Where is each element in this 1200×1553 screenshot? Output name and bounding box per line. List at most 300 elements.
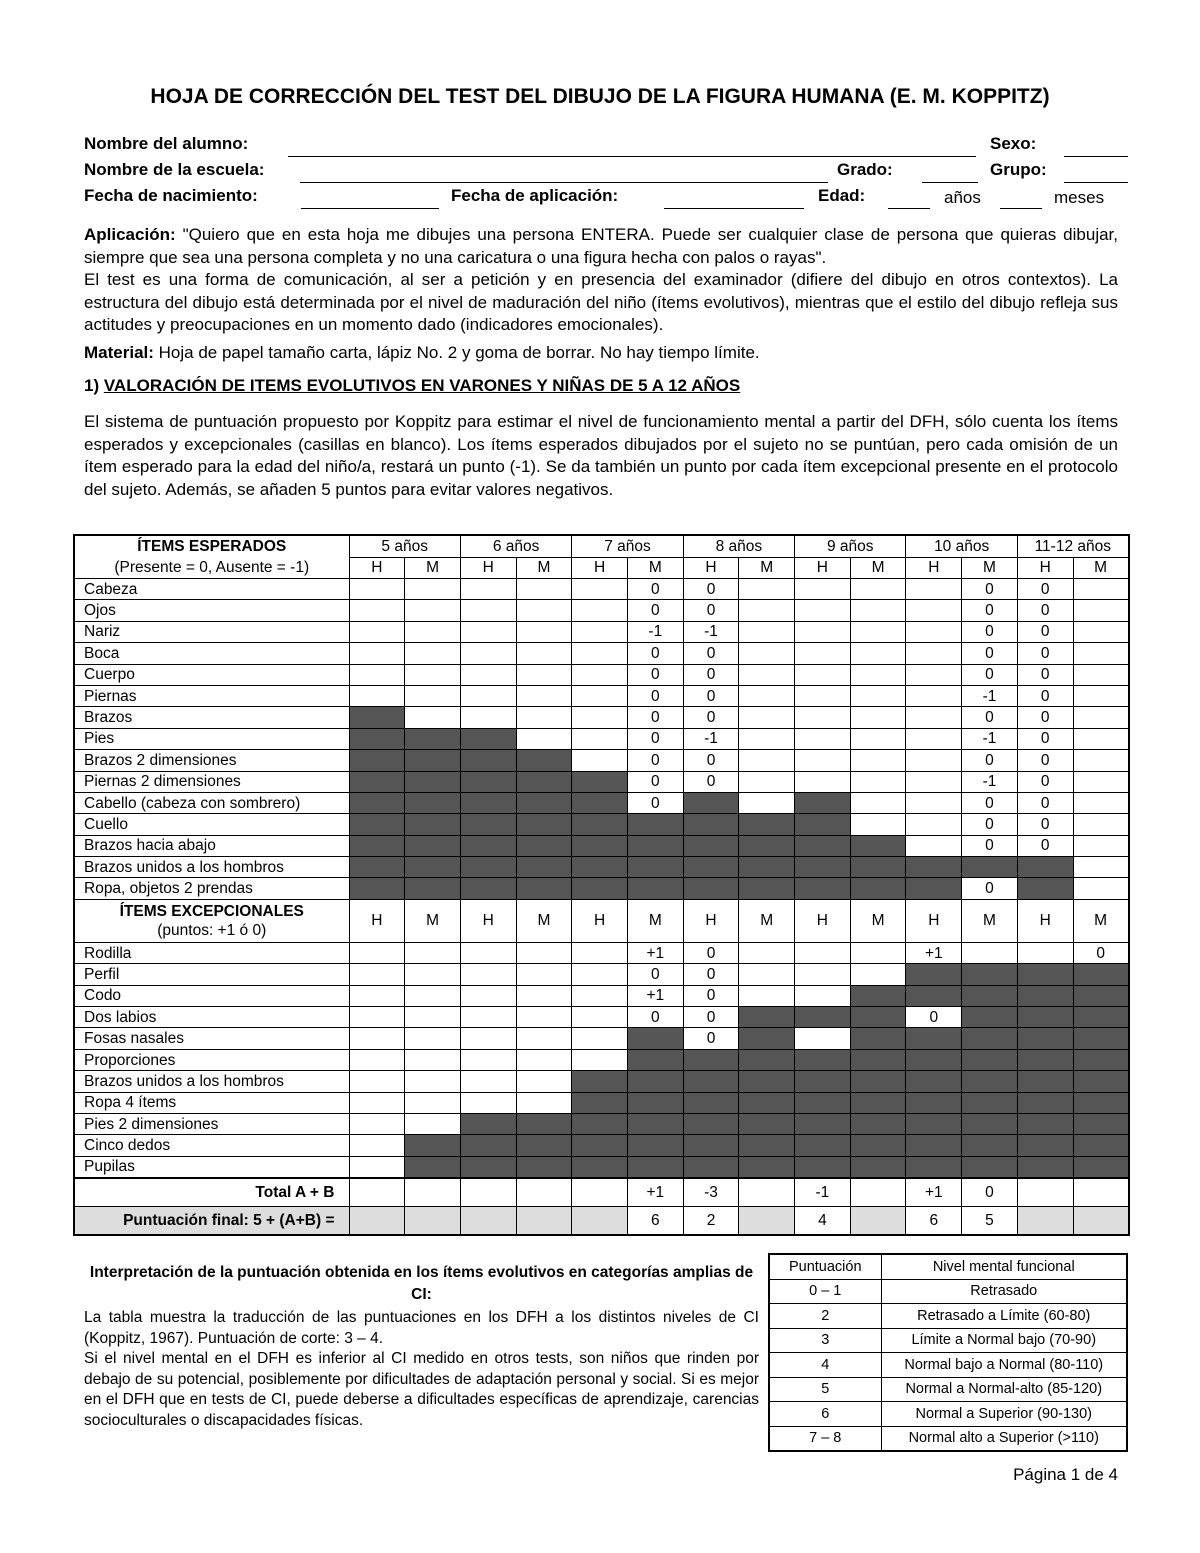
score-cell xyxy=(405,1113,461,1134)
sex-header: H xyxy=(1017,557,1073,579)
score-cell xyxy=(1073,1178,1129,1207)
score-cell xyxy=(405,942,461,963)
shaded-cell xyxy=(572,1113,628,1134)
shaded-cell xyxy=(1017,878,1073,899)
score-cell: -1 xyxy=(962,728,1018,749)
shaded-cell xyxy=(739,1028,795,1049)
score-cell xyxy=(739,600,795,621)
score-cell xyxy=(739,685,795,706)
shaded-cell xyxy=(627,835,683,856)
shaded-cell xyxy=(349,814,405,835)
score-cell xyxy=(349,1071,405,1092)
shaded-cell xyxy=(516,878,572,899)
item-label: Pies xyxy=(74,728,349,749)
ci-cell: Normal bajo a Normal (80-110) xyxy=(881,1353,1127,1378)
expected-item-row xyxy=(74,643,1129,664)
shaded-cell xyxy=(1073,964,1129,985)
shaded-cell xyxy=(795,878,851,899)
score-cell: 0 xyxy=(962,792,1018,813)
shaded-cell xyxy=(1073,1071,1129,1092)
score-cell: 0 xyxy=(1017,750,1073,771)
ci-header-cell: Nivel mental funcional xyxy=(881,1254,1127,1279)
score-cell xyxy=(906,664,962,685)
sex-header: H xyxy=(460,899,516,942)
exceptional-title-cell xyxy=(74,899,349,942)
score-cell xyxy=(516,664,572,685)
score-cell xyxy=(850,600,906,621)
score-cell xyxy=(516,1092,572,1113)
header-row-ages xyxy=(74,535,1129,557)
shaded-cell xyxy=(683,1135,739,1156)
shaded-cell xyxy=(516,1207,572,1236)
age-header: 11-12 años xyxy=(1017,535,1128,557)
score-cell xyxy=(850,771,906,792)
shaded-cell xyxy=(405,792,461,813)
shaded-cell xyxy=(627,1156,683,1178)
shaded-cell xyxy=(795,792,851,813)
shaded-cell xyxy=(683,814,739,835)
shaded-cell xyxy=(627,1135,683,1156)
shaded-cell xyxy=(683,1049,739,1070)
shaded-cell xyxy=(739,1071,795,1092)
section1-title: VALORACIÓN DE ITEMS EVOLUTIVOS EN VARONES Y NIÑAS DE 5 A 12 AÑOS xyxy=(103,376,741,395)
score-cell: +1 xyxy=(627,985,683,1006)
ci-row xyxy=(769,1279,1127,1304)
item-label: Brazos unidos a los hombros xyxy=(74,857,349,878)
score-cell xyxy=(795,579,851,600)
exceptional-item-row xyxy=(74,1135,1129,1156)
page-title: HOJA DE CORRECCIÓN DEL TEST DEL DIBUJO DE LA FIGURA HUMANA (E. M. KOPPITZ) xyxy=(150,85,1050,108)
shaded-cell xyxy=(349,750,405,771)
shaded-cell xyxy=(795,857,851,878)
shaded-cell xyxy=(962,1156,1018,1178)
score-cell xyxy=(1073,600,1129,621)
shaded-cell xyxy=(906,964,962,985)
shaded-cell xyxy=(405,857,461,878)
score-cell: 0 xyxy=(1017,643,1073,664)
score-cell: 0 xyxy=(627,664,683,685)
score-cell xyxy=(349,942,405,963)
score-cell xyxy=(795,750,851,771)
score-cell xyxy=(850,707,906,728)
item-label: Nariz xyxy=(74,621,349,642)
sexo-field[interactable] xyxy=(1064,136,1128,157)
shaded-cell xyxy=(683,792,739,813)
score-cell xyxy=(795,600,851,621)
item-label: Ropa, objetos 2 prendas xyxy=(74,878,349,899)
material-text: Hoja de papel tamaño carta, lápiz No. 2 y goma de borrar. No hay tiempo límite. xyxy=(153,343,760,362)
shaded-cell xyxy=(683,835,739,856)
score-cell: -1 xyxy=(627,621,683,642)
sex-header: H xyxy=(795,557,851,579)
score-cell xyxy=(795,728,851,749)
item-label: Cinco dedos xyxy=(74,1135,349,1156)
header-row-exceptional xyxy=(74,899,1129,942)
shaded-cell xyxy=(906,857,962,878)
ci-cell: Normal a Superior (90-130) xyxy=(881,1402,1127,1427)
shaded-cell xyxy=(627,814,683,835)
test-paragraph: El test es una forma de comunicación, al ser a petición y en presencia del examinador (difiere del dibujo en otros contextos). La estructura del dibujo está determinada por el nivel de maduración del niño (ítems evolutivos), mientras que el estilo del dibujo refleja sus actitudes y preocupaciones en un momento dado (indicadores emocionales). xyxy=(84,270,1118,334)
score-cell xyxy=(572,728,628,749)
score-cell xyxy=(572,942,628,963)
edad-meses-field[interactable] xyxy=(1000,188,1042,209)
score-cell: 0 xyxy=(906,1007,962,1028)
shaded-cell xyxy=(850,835,906,856)
shaded-cell xyxy=(460,771,516,792)
score-cell xyxy=(572,707,628,728)
score-cell xyxy=(572,664,628,685)
score-cell xyxy=(405,643,461,664)
score-cell xyxy=(1073,621,1129,642)
shaded-cell xyxy=(1073,1135,1129,1156)
score-cell xyxy=(460,985,516,1006)
score-cell xyxy=(1073,771,1129,792)
section1-number: 1) xyxy=(84,376,100,395)
shaded-cell xyxy=(1073,1156,1129,1178)
score-cell xyxy=(405,1007,461,1028)
score-cell: 0 xyxy=(627,728,683,749)
shaded-cell xyxy=(460,750,516,771)
shaded-cell xyxy=(795,1092,851,1113)
nacimiento-field[interactable] xyxy=(301,188,439,209)
score-cell: -1 xyxy=(962,771,1018,792)
expected-item-row xyxy=(74,728,1129,749)
score-cell: 0 xyxy=(1017,621,1073,642)
shaded-cell xyxy=(460,728,516,749)
score-cell xyxy=(1073,792,1129,813)
shaded-cell xyxy=(1017,1113,1073,1134)
score-cell xyxy=(572,600,628,621)
score-cell xyxy=(1017,1178,1073,1207)
shaded-cell xyxy=(405,1135,461,1156)
expected-item-row xyxy=(74,792,1129,813)
score-cell xyxy=(516,942,572,963)
shaded-cell xyxy=(627,878,683,899)
shaded-cell xyxy=(906,1049,962,1070)
score-cell xyxy=(906,750,962,771)
shaded-cell xyxy=(516,1135,572,1156)
ci-table xyxy=(768,1253,1128,1452)
score-cell xyxy=(906,728,962,749)
shaded-cell xyxy=(683,857,739,878)
score-cell xyxy=(1073,643,1129,664)
score-cell xyxy=(850,942,906,963)
shaded-cell xyxy=(683,878,739,899)
score-cell: 6 xyxy=(906,1207,962,1236)
shaded-cell xyxy=(739,1092,795,1113)
score-cell xyxy=(906,707,962,728)
aplicacion-fecha-label: Fecha de aplicación: xyxy=(451,186,619,205)
ci-cell: 6 xyxy=(769,1402,881,1427)
score-cell xyxy=(850,664,906,685)
shaded-cell xyxy=(906,878,962,899)
score-cell xyxy=(850,814,906,835)
shaded-cell xyxy=(516,814,572,835)
score-cell xyxy=(795,621,851,642)
score-cell: 0 xyxy=(627,579,683,600)
exceptional-subtitle: (puntos: +1 ó 0) xyxy=(157,921,267,939)
grado-field[interactable] xyxy=(922,162,978,183)
score-cell: 0 xyxy=(1017,600,1073,621)
score-cell xyxy=(516,579,572,600)
ci-row xyxy=(769,1328,1127,1353)
score-cell: 0 xyxy=(962,643,1018,664)
score-cell xyxy=(516,707,572,728)
shaded-cell xyxy=(349,835,405,856)
shaded-cell xyxy=(572,1135,628,1156)
score-cell xyxy=(1073,750,1129,771)
shaded-cell xyxy=(795,1007,851,1028)
shaded-cell xyxy=(795,1071,851,1092)
shaded-cell xyxy=(460,835,516,856)
score-cell xyxy=(906,814,962,835)
shaded-cell xyxy=(739,1135,795,1156)
ci-cell: 3 xyxy=(769,1328,881,1353)
shaded-cell xyxy=(1017,1028,1073,1049)
interpretation-p2: Si el nivel mental en el DFH es inferior al CI medido en otros tests, son niños que rinden por debajo de su potencial, posiblemente por dificultades de adaptación personal y social. Si es mejor en el DFH que en tests de CI, puede deberse a dificultades específicas de aprendizaje, carencias socioculturales o discapacidades físicas. xyxy=(84,1350,759,1429)
score-cell xyxy=(349,1156,405,1178)
shaded-cell xyxy=(683,1071,739,1092)
shaded-cell xyxy=(1073,1007,1129,1028)
score-cell: 5 xyxy=(962,1207,1018,1236)
item-label: Piernas xyxy=(74,685,349,706)
shaded-cell xyxy=(683,1113,739,1134)
score-cell xyxy=(405,1178,461,1207)
sex-header: H xyxy=(795,899,851,942)
score-cell xyxy=(572,1007,628,1028)
shaded-cell xyxy=(850,1156,906,1178)
score-cell: 4 xyxy=(795,1207,851,1236)
sex-header: H xyxy=(349,557,405,579)
ci-row xyxy=(769,1426,1127,1451)
shaded-cell xyxy=(405,1207,461,1236)
escuela-field[interactable] xyxy=(300,162,828,183)
ci-cell: Normal alto a Superior (>110) xyxy=(881,1426,1127,1451)
score-cell xyxy=(405,621,461,642)
expected-item-row xyxy=(74,621,1129,642)
shaded-cell xyxy=(627,1049,683,1070)
score-cell xyxy=(516,985,572,1006)
shaded-cell xyxy=(572,1092,628,1113)
shaded-cell xyxy=(850,878,906,899)
anos-label: años xyxy=(944,188,981,207)
item-label: Rodilla xyxy=(74,942,349,963)
sex-header: H xyxy=(1017,899,1073,942)
score-cell: 0 xyxy=(962,750,1018,771)
score-cell xyxy=(906,771,962,792)
grupo-field[interactable] xyxy=(1064,162,1128,183)
score-cell xyxy=(795,664,851,685)
shaded-cell xyxy=(962,964,1018,985)
item-label: Codo xyxy=(74,985,349,1006)
score-cell xyxy=(739,964,795,985)
shaded-cell xyxy=(906,1113,962,1134)
score-cell: +1 xyxy=(906,1178,962,1207)
score-cell xyxy=(906,792,962,813)
score-cell xyxy=(405,985,461,1006)
score-cell xyxy=(516,621,572,642)
score-cell xyxy=(405,1049,461,1070)
score-cell: 0 xyxy=(1017,707,1073,728)
material-paragraph xyxy=(84,342,1118,365)
sex-header: M xyxy=(1073,899,1129,942)
score-cell xyxy=(1073,579,1129,600)
shaded-cell xyxy=(906,1071,962,1092)
shaded-cell xyxy=(1017,1207,1073,1236)
score-cell: 0 xyxy=(962,664,1018,685)
score-cell xyxy=(739,750,795,771)
ci-cell: Retrasado xyxy=(881,1279,1127,1304)
shaded-cell xyxy=(349,792,405,813)
shaded-cell xyxy=(516,750,572,771)
score-cell xyxy=(906,621,962,642)
score-cell: 0 xyxy=(962,1178,1018,1207)
score-cell: 0 xyxy=(1017,835,1073,856)
score-cell xyxy=(906,685,962,706)
score-cell xyxy=(572,643,628,664)
score-cell: 0 xyxy=(683,643,739,664)
score-cell xyxy=(349,643,405,664)
shaded-cell xyxy=(1017,857,1073,878)
shaded-cell xyxy=(850,1092,906,1113)
score-cell xyxy=(460,685,516,706)
shaded-cell xyxy=(460,878,516,899)
score-cell: 6 xyxy=(627,1207,683,1236)
shaded-cell xyxy=(739,1113,795,1134)
score-cell xyxy=(405,1028,461,1049)
score-cell xyxy=(405,664,461,685)
shaded-cell xyxy=(850,1007,906,1028)
exceptional-item-row xyxy=(74,1113,1129,1134)
score-cell: 0 xyxy=(1017,685,1073,706)
score-cell: 0 xyxy=(962,621,1018,642)
shaded-cell xyxy=(460,1156,516,1178)
material-label: Material: xyxy=(84,343,154,362)
item-label: Pupilas xyxy=(74,1156,349,1178)
shaded-cell xyxy=(962,1071,1018,1092)
score-cell xyxy=(349,600,405,621)
expected-item-row xyxy=(74,664,1129,685)
shaded-cell xyxy=(572,814,628,835)
exceptional-item-row xyxy=(74,942,1129,963)
score-cell xyxy=(349,1178,405,1207)
score-cell xyxy=(739,621,795,642)
score-cell xyxy=(460,942,516,963)
score-cell: 0 xyxy=(962,600,1018,621)
score-cell: 0 xyxy=(1017,579,1073,600)
alumno-field[interactable] xyxy=(288,136,976,157)
shaded-cell xyxy=(460,1207,516,1236)
age-header: 10 años xyxy=(906,535,1017,557)
sex-header: H xyxy=(572,899,628,942)
grado-label: Grado: xyxy=(837,160,893,179)
score-cell: 0 xyxy=(683,942,739,963)
score-cell xyxy=(460,1071,516,1092)
score-cell xyxy=(349,621,405,642)
shaded-cell xyxy=(683,1092,739,1113)
item-label: Brazos hacia abajo xyxy=(74,835,349,856)
score-cell: 0 xyxy=(1073,942,1129,963)
score-cell xyxy=(850,1178,906,1207)
aplicacion-field[interactable] xyxy=(664,188,804,209)
score-cell xyxy=(1073,878,1129,899)
score-cell: 0 xyxy=(1017,664,1073,685)
score-cell xyxy=(1073,857,1129,878)
score-cell: -1 xyxy=(962,685,1018,706)
interpretation-p1: La tabla muestra la traducción de las puntuaciones en los DFH a los distintos niveles de CI (Koppitz, 1967). Puntuación de corte: 3 – 4. xyxy=(84,1309,759,1347)
score-cell xyxy=(850,728,906,749)
score-cell: 0 xyxy=(627,964,683,985)
item-label: Brazos unidos a los hombros xyxy=(74,1071,349,1092)
shaded-cell xyxy=(962,1113,1018,1134)
edad-anos-field[interactable] xyxy=(888,188,930,209)
shaded-cell xyxy=(1017,1092,1073,1113)
item-label: Cuello xyxy=(74,814,349,835)
shaded-cell xyxy=(850,985,906,1006)
shaded-cell xyxy=(516,1156,572,1178)
score-cell: +1 xyxy=(627,1178,683,1207)
shaded-cell xyxy=(460,814,516,835)
score-cell: 0 xyxy=(683,771,739,792)
shaded-cell xyxy=(460,792,516,813)
sex-header: M xyxy=(962,557,1018,579)
score-cell: +1 xyxy=(906,942,962,963)
item-label: Total A + B xyxy=(74,1178,349,1207)
score-cell xyxy=(572,579,628,600)
shaded-cell xyxy=(962,1028,1018,1049)
shaded-cell xyxy=(962,857,1018,878)
exceptional-item-row xyxy=(74,1049,1129,1070)
score-cell: 0 xyxy=(627,600,683,621)
aplicacion-instr-text: "Quiero que en esta hoja me dibujes una persona ENTERA. Puede ser cualquier clase de persona que quieras dibujar, siempre que sea una persona completa y no una caricatura o una figura hecha con palos o rayas". xyxy=(84,225,1118,267)
score-cell: 0 xyxy=(627,750,683,771)
item-label: Boca xyxy=(74,643,349,664)
score-cell xyxy=(1073,685,1129,706)
exceptional-item-row xyxy=(74,1092,1129,1113)
score-cell: -1 xyxy=(795,1178,851,1207)
score-cell xyxy=(460,1092,516,1113)
score-cell xyxy=(795,1028,851,1049)
shaded-cell xyxy=(1017,1135,1073,1156)
shaded-cell xyxy=(516,1113,572,1134)
score-cell xyxy=(516,643,572,664)
shaded-cell xyxy=(349,1207,405,1236)
shaded-cell xyxy=(1017,1007,1073,1028)
shaded-cell xyxy=(572,792,628,813)
shaded-cell xyxy=(627,1071,683,1092)
item-label: Cabeza xyxy=(74,579,349,600)
shaded-cell xyxy=(1017,985,1073,1006)
sex-header: M xyxy=(627,899,683,942)
shaded-cell xyxy=(850,1135,906,1156)
shaded-cell xyxy=(683,1156,739,1178)
score-cell xyxy=(572,985,628,1006)
shaded-cell xyxy=(516,792,572,813)
shaded-cell xyxy=(1017,964,1073,985)
shaded-cell xyxy=(795,835,851,856)
score-cell xyxy=(405,1071,461,1092)
expected-item-row xyxy=(74,878,1129,899)
shaded-cell xyxy=(1017,1049,1073,1070)
shaded-cell xyxy=(572,857,628,878)
score-cell xyxy=(405,964,461,985)
shaded-cell xyxy=(795,1135,851,1156)
score-cell: 0 xyxy=(683,750,739,771)
item-label: Brazos xyxy=(74,707,349,728)
score-cell xyxy=(460,664,516,685)
score-cell: 0 xyxy=(627,643,683,664)
sexo-label: Sexo: xyxy=(990,134,1037,153)
